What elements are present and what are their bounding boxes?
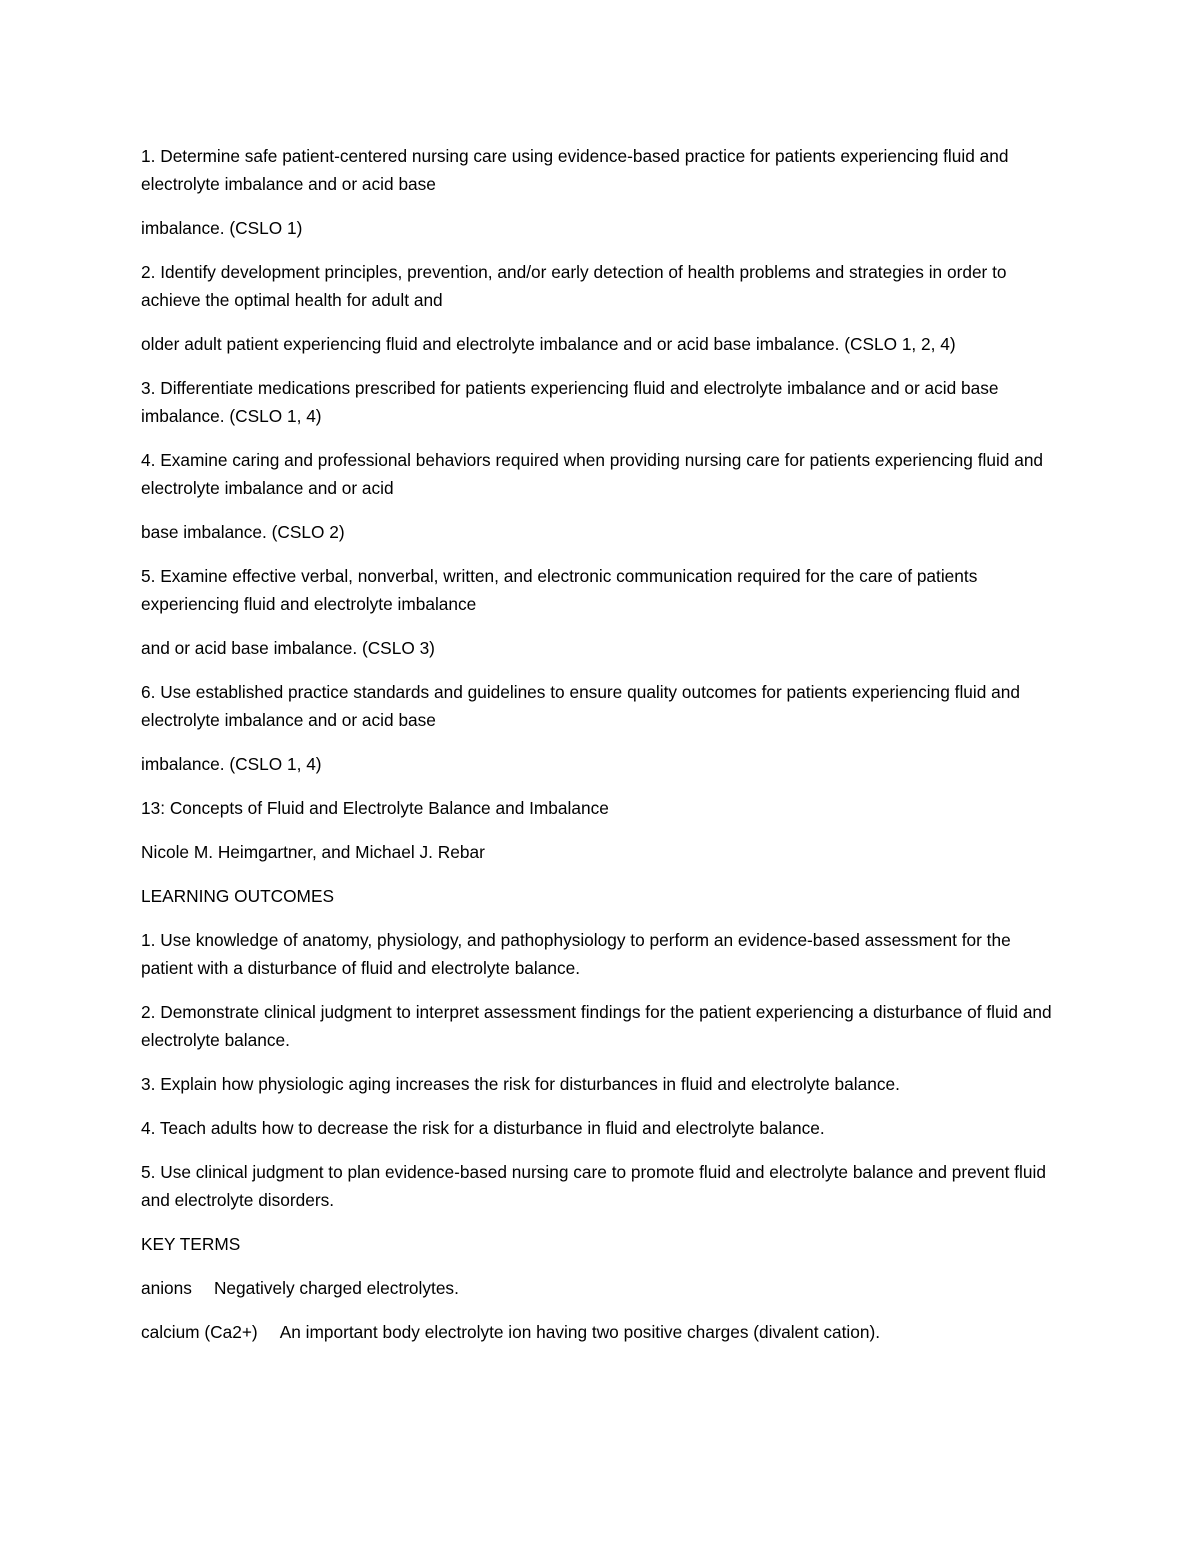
key-term-name: anions [141, 1278, 192, 1298]
key-term-entry [141, 1274, 1066, 1302]
objective-2-continuation: older adult patient experiencing fluid and electrolyte imbalance and or acid base imbalance. (CSLO 1, 2, 4) [141, 334, 956, 354]
learning-outcomes-heading: LEARNING OUTCOMES [141, 886, 334, 906]
objective-1-continuation: imbalance. (CSLO 1) [141, 218, 303, 238]
chapter-authors: Nicole M. Heimgartner, and Michael J. Rebar [141, 842, 485, 862]
key-term-definition: Negatively charged electrolytes. [213, 1278, 459, 1298]
document-body [141, 142, 1066, 1362]
objective-6-text: 6. Use established practice standards and guidelines to ensure quality outcomes for patients experiencing fluid and electrolyte imbalance and or acid base [141, 682, 1020, 730]
chapter-title: 13: Concepts of Fluid and Electrolyte Balance and Imbalance [141, 798, 609, 818]
objective-1-text: 1. Determine safe patient-centered nursing care using evidence-based practice for patients experiencing fluid and electrolyte imbalance and or acid base [141, 146, 1009, 194]
learning-outcome-3: 3. Explain how physiologic aging increases the risk for disturbances in fluid and electrolyte balance. [141, 1074, 900, 1094]
objective-5-continuation: and or acid base imbalance. (CSLO 3) [141, 638, 435, 658]
objective-3-text: 3. Differentiate medications prescribed for patients experiencing fluid and electrolyte imbalance and or acid base imbalance. (CSLO 1, 4) [141, 378, 999, 426]
learning-outcome-1: 1. Use knowledge of anatomy, physiology, and pathophysiology to perform an evidence-based assessment for the patient with a disturbance of fluid and electrolyte balance. [141, 930, 1011, 978]
learning-outcome-4: 4. Teach adults how to decrease the risk for a disturbance in fluid and electrolyte balance. [141, 1118, 825, 1138]
objective-5-text: 5. Examine effective verbal, nonverbal, written, and electronic communication required for the care of patients experiencing fluid and electrolyte imbalance [141, 566, 978, 614]
key-term-name: calcium (Ca2+) [141, 1322, 258, 1342]
key-term-entry [141, 1318, 1066, 1346]
learning-outcome-5: 5. Use clinical judgment to plan evidence-based nursing care to promote fluid and electrolyte balance and prevent fluid and electrolyte disorders. [141, 1162, 1046, 1210]
objective-6-continuation: imbalance. (CSLO 1, 4) [141, 754, 322, 774]
objective-4-text: 4. Examine caring and professional behaviors required when providing nursing care for patients experiencing fluid and electrolyte imbalance and or acid [141, 450, 1044, 498]
learning-outcome-2: 2. Demonstrate clinical judgment to interpret assessment findings for the patient experiencing a disturbance of fluid and electrolyte balance. [141, 1002, 1052, 1050]
objective-2-text: 2. Identify development principles, prevention, and/or early detection of health problems and strategies in order to achieve the optimal health for adult and [141, 262, 1007, 310]
key-terms-heading: KEY TERMS [141, 1234, 241, 1254]
key-term-definition: An important body electrolyte ion having two positive charges (divalent cation). [279, 1322, 881, 1342]
objective-4-continuation: base imbalance. (CSLO 2) [141, 522, 345, 542]
